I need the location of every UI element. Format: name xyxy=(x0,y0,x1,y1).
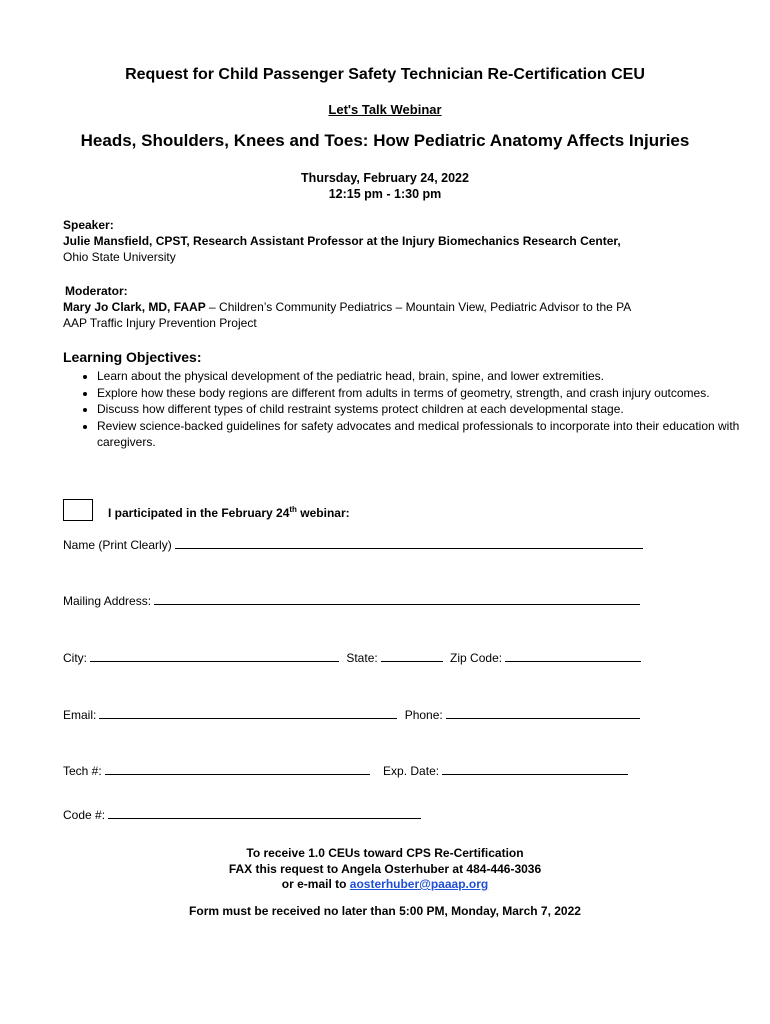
name-input-line[interactable] xyxy=(175,536,643,549)
webinar-date: Thursday, February 24, 2022 xyxy=(301,171,469,185)
moderator-detail-2: AAP Traffic Injury Prevention Project xyxy=(63,316,257,330)
tech-label: Tech #: xyxy=(63,764,102,778)
fax-line: FAX this request to Angela Osterhuber at 484-446-3036 xyxy=(228,861,542,876)
form-title: Request for Child Passenger Safety Technician Re-Certification CEU xyxy=(125,66,645,83)
email-label: Email: xyxy=(63,708,97,722)
objective-item: • Review science-backed guidelines for safety advocates and medical professionals to incorporate into their education with caregivers. xyxy=(97,418,757,451)
code-label: Code #: xyxy=(63,808,106,822)
moderator-name: Mary Jo Clark, MD, FAAP xyxy=(63,300,206,314)
city-input-line[interactable] xyxy=(90,649,339,662)
phone-input-line[interactable] xyxy=(446,706,640,719)
zip-label: Zip Code: xyxy=(450,651,503,665)
objective-item: • Learn about the physical development of the pediatric head, brain, spine, and lower extremities. xyxy=(97,368,757,385)
webinar-subtitle: Let's Talk Webinar xyxy=(328,102,442,117)
contact-email-link[interactable]: aosterhuber@paaap.org xyxy=(349,877,489,891)
state-input-line[interactable] xyxy=(381,649,443,662)
name-label: Name (Print Clearly) xyxy=(63,538,172,552)
webinar-datetime xyxy=(0,170,770,202)
objectives-list xyxy=(63,368,757,451)
ceu-line: To receive 1.0 CEUs toward CPS Re-Certification xyxy=(246,846,524,860)
address-label: Mailing Address: xyxy=(63,594,152,608)
submission-instructions xyxy=(0,846,770,893)
speaker-name: Julie Mansfield, CPST, Research Assistant Professor at the Injury Biomechanics Research Center, xyxy=(63,234,621,248)
objectives-title: Learning Objectives: xyxy=(63,349,202,365)
exp-date-input-line[interactable] xyxy=(442,762,628,775)
webinar-headline: Heads, Shoulders, Knees and Toes: How Pediatric Anatomy Affects Injuries xyxy=(80,131,690,150)
participation-label xyxy=(108,505,350,520)
email-prefix: or e-mail to xyxy=(281,877,350,891)
moderator-section xyxy=(63,283,723,331)
webinar-time: 12:15 pm - 1:30 pm xyxy=(328,187,442,201)
state-label: State: xyxy=(346,651,378,665)
email-input-line[interactable] xyxy=(99,706,397,719)
address-input-line[interactable] xyxy=(154,592,640,605)
objective-item: • Explore how these body regions are different from adults in terms of geometry, strength, and crash injury outcomes. xyxy=(97,385,757,402)
objective-item: • Discuss how different types of child restraint systems protect children at each developmental stage. xyxy=(97,401,757,418)
exp-date-label: Exp. Date: xyxy=(383,764,440,778)
address-field-row xyxy=(63,592,640,608)
code-input-line[interactable] xyxy=(108,806,421,819)
participation-checkbox[interactable] xyxy=(63,499,93,521)
speaker-section xyxy=(63,217,723,265)
email-field-row xyxy=(63,706,640,722)
tech-input-line[interactable] xyxy=(105,762,370,775)
phone-label: Phone: xyxy=(404,708,443,722)
moderator-detail: – Children’s Community Pediatrics – Mountain View, Pediatric Advisor to the PA xyxy=(205,300,632,314)
speaker-affiliation: Ohio State University xyxy=(63,250,176,264)
participation-text: I participated in the February 24 xyxy=(108,506,290,520)
email-line xyxy=(0,877,770,893)
participation-sup: th xyxy=(289,505,297,514)
speaker-label: Speaker: xyxy=(63,218,114,232)
moderator-label: Moderator: xyxy=(65,284,128,298)
city-field-row xyxy=(63,649,641,665)
zip-input-line[interactable] xyxy=(505,649,641,662)
deadline-notice: Form must be received no later than 5:00 PM, Monday, March 7, 2022 xyxy=(189,904,581,918)
participation-text-end: webinar: xyxy=(296,506,350,520)
name-field-row xyxy=(63,536,643,552)
tech-field-row xyxy=(63,762,628,778)
code-field-row xyxy=(63,806,421,822)
city-label: City: xyxy=(63,651,87,665)
